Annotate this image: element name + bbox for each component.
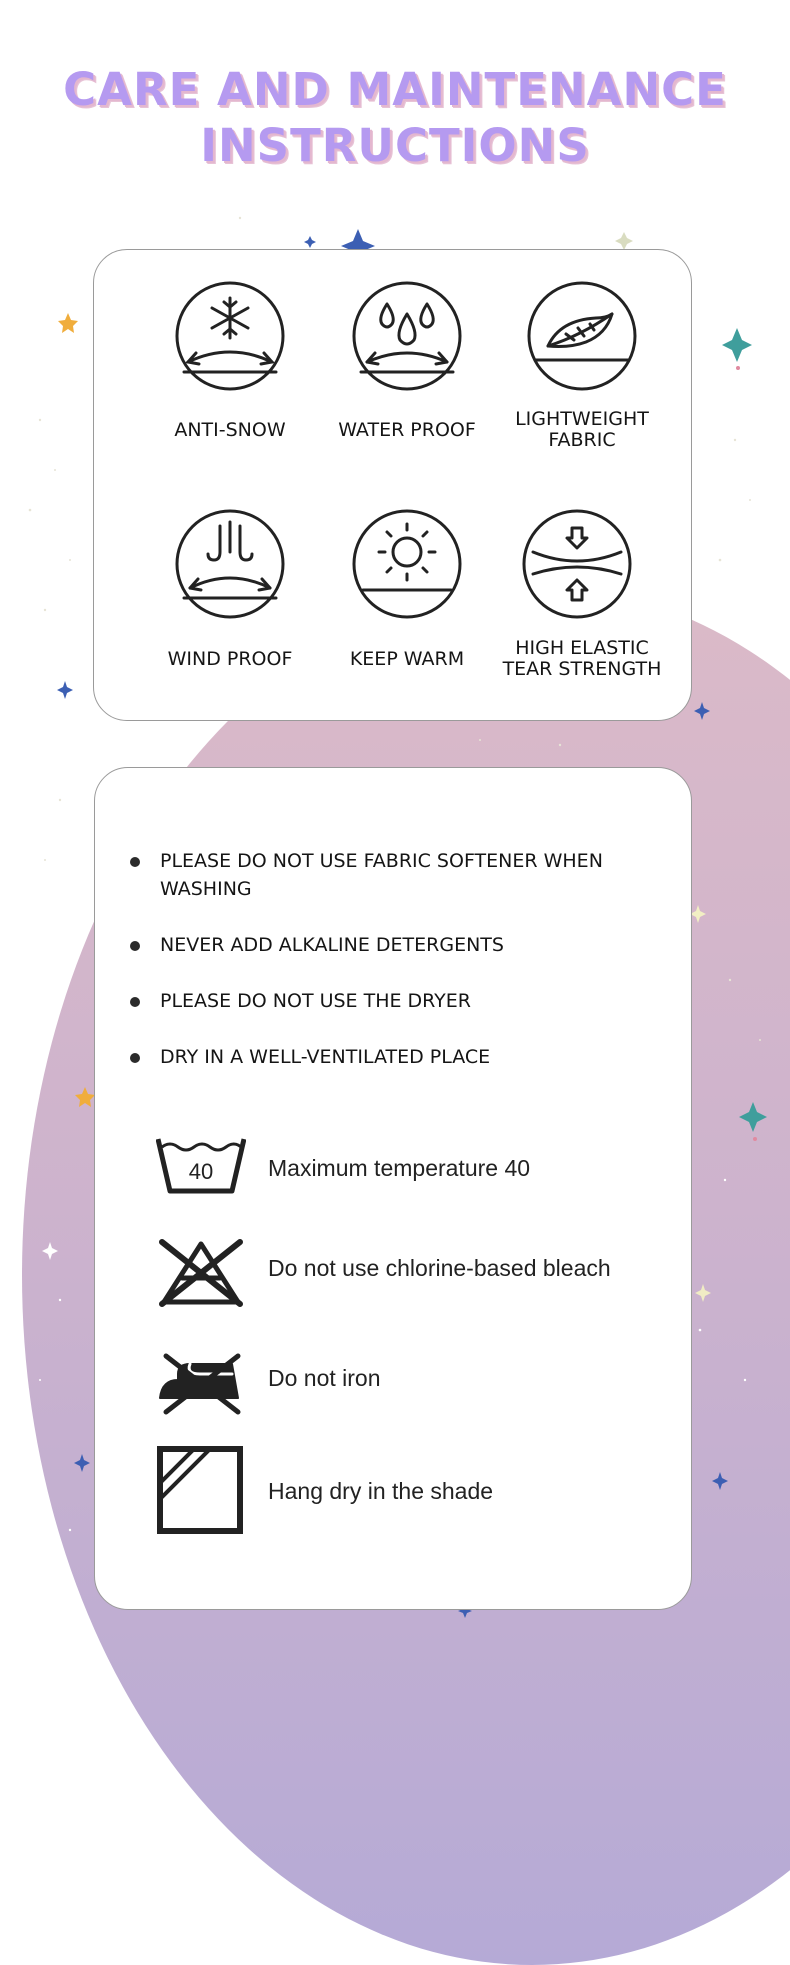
page-title: [0, 62, 790, 174]
star-icon: [58, 313, 78, 333]
no-bleach-icon: [156, 1234, 246, 1324]
note-item: DRY IN A WELL-VENTILATED PLACE: [160, 1046, 491, 1068]
sparkle-icon: [615, 232, 633, 250]
feature-label-wind-proof: WIND PROOF: [167, 648, 293, 670]
wind-icon: [174, 508, 286, 620]
sun-icon: [351, 508, 463, 620]
sparkle-icon: [57, 681, 73, 699]
care-text: Do not iron: [268, 1365, 381, 1391]
title-line-1: CARE AND MAINTENANCE: [63, 63, 727, 116]
sparkle-icon: [722, 328, 752, 362]
snowflake-icon: [174, 280, 286, 392]
care-card: [94, 767, 692, 1610]
wash-temperature-label: 40: [188, 1159, 214, 1184]
features-card: [93, 249, 692, 721]
no-iron-icon: [156, 1348, 246, 1438]
water-drops-icon: [351, 280, 463, 392]
wash-tub-icon: [156, 1133, 246, 1223]
bullet-dot: [130, 1053, 140, 1063]
elastic-icon: [521, 508, 633, 620]
care-text: Hang dry in the shade: [268, 1478, 494, 1504]
feature-label-keep-warm: KEEP WARM: [349, 648, 465, 670]
title-line-2: INSTRUCTIONS: [200, 119, 590, 172]
note-item: PLEASE DO NOT USE THE DRYER: [160, 990, 471, 1012]
feather-icon: [526, 280, 638, 392]
sparkle-icon: [304, 236, 316, 248]
note-item: PLEASE DO NOT USE FABRIC SOFTENER WHEN WASHING: [160, 850, 603, 900]
care-text: Maximum temperature 40: [268, 1155, 531, 1181]
feature-label-lightweight-fabric: LIGHTWEIGHT FABRIC: [515, 408, 649, 451]
feature-label-anti-snow: ANTI-SNOW: [174, 419, 286, 441]
shade-dry-icon: [156, 1445, 246, 1535]
feature-label-high-elastic: HIGH ELASTIC TEAR STRENGTH: [502, 637, 662, 680]
care-text: Do not use chlorine-based bleach: [268, 1255, 611, 1281]
sparkle-dot: [736, 366, 740, 370]
bullet-dot: [130, 941, 140, 951]
feature-label-water-proof: WATER PROOF: [338, 419, 476, 441]
bullet-dot: [130, 997, 140, 1007]
bullet-dot: [130, 857, 140, 867]
note-item: NEVER ADD ALKALINE DETERGENTS: [160, 934, 504, 956]
